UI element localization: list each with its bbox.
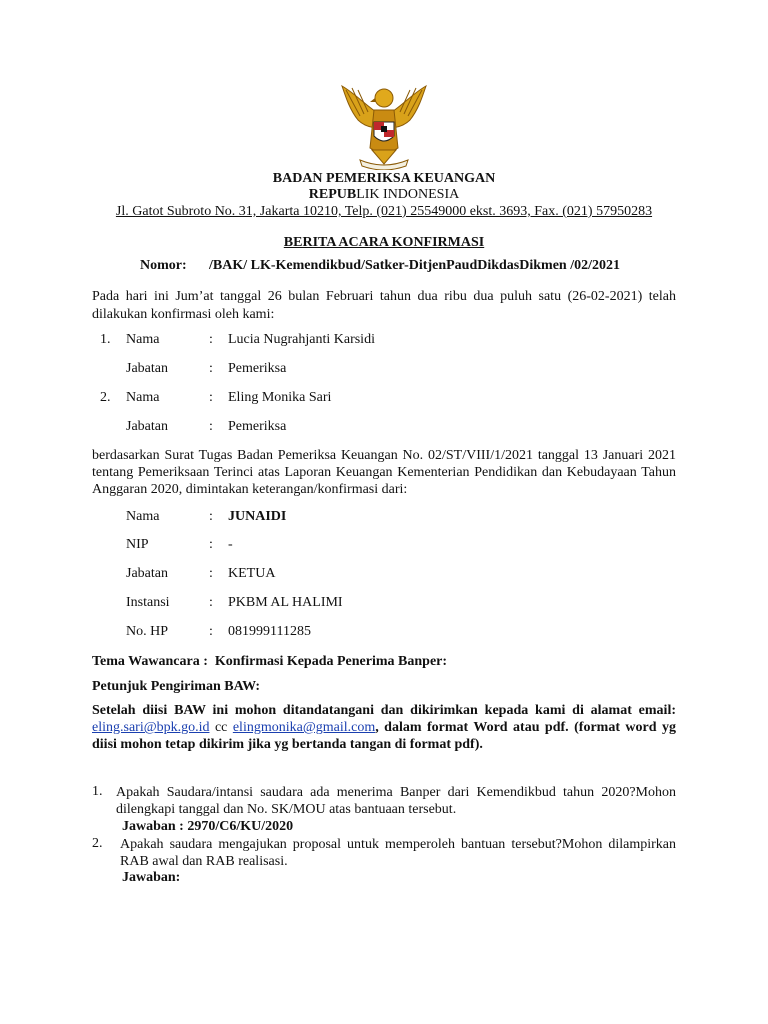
colon: : [209,509,213,524]
examiner-1-name: Lucia Nugrahjanti Karsidi [228,332,375,347]
email-link-bpk[interactable]: eling.sari@bpk.go.id [92,720,210,735]
examiner-2-number: 2. [100,390,111,405]
respondent-value-nama: JUNAIDI [228,509,287,524]
intro-paragraph: Pada hari ini Jum’at tanggal 26 bulan Februari tahun dua ribu dua puluh satu (26-02-2021) telah dilakukan konfirmasi oleh kami: [92,289,676,322]
document-title: BERITA ACARA KONFIRMASI [283,235,485,250]
instructions-before: Setelah diisi BAW ini mohon ditandatangani dan dikirimkan kepada kami di alamat email: [92,703,676,718]
respondent-value-hp: 081999111285 [228,624,311,639]
basis-paragraph: berdasarkan Surat Tugas Badan Pemeriksa Keuangan No. 02/ST/VIII/1/2021 tanggal 13 Januari 2021 tentang Pemeriksaan Terinci atas Laporan Keuangan Kementerian Pendidikan dan Kebudayaan Tahun Anggaran 2020, dimintakan keterangan/konfirmasi dari: [92,448,676,497]
cc-text: cc [214,720,228,735]
question-2-number: 2. [92,836,103,851]
respondent-label-instansi: Instansi [126,595,170,610]
examiner-1-number: 1. [100,332,111,347]
question-1-text: Apakah Saudara/intansi saudara ada menerima Banper dari Kemendikbud tahun 2020?Mohon dilengkapi tanggal dan No. SK/MOU atas bantuaan tersebut. [116,785,676,817]
colon: : [209,419,213,434]
examiner-2-role: Pemeriksa [228,419,287,434]
tema-label: Tema Wawancara : [92,654,208,669]
examiner-2-role-label: Jabatan [126,419,168,434]
colon: : [209,595,213,610]
garuda-emblem-icon [336,76,432,170]
colon: : [209,566,213,581]
examiner-1-role-label: Jabatan [126,361,168,376]
respondent-label-nama: Nama [126,509,160,524]
nomor-value: /BAK/ LK-Kemendikbud/Satker-DitjenPaudDikdasDikmen /02/2021 [209,258,620,273]
republic-line [0,187,768,203]
agency-name: BADAN PEMERIKSA KEUANGAN [272,171,496,186]
respondent-label-nip: NIP [126,537,149,552]
email-link-gmail[interactable]: elingmonika@gmail.com [232,720,376,735]
colon: : [209,537,213,552]
instructions-paragraph [92,702,676,753]
question-2-text: Apakah saudara mengajukan proposal untuk memperoleh bantuan tersebut?Mohon dilampirkan RAB awal dan RAB realisasi. [120,837,676,869]
question-1-number: 1. [92,784,103,799]
colon: : [209,624,213,639]
examiner-2-name: Eling Monika Sari [228,390,332,405]
colon: : [209,361,213,376]
nomor-label: Nomor: [140,258,187,273]
examiner-1-role: Pemeriksa [228,361,287,376]
agency-address: Jl. Gatot Subroto No. 31, Jakarta 10210, Telp. (021) 25549000 ekst. 3693, Fax. (021) 57950283 [115,204,653,219]
republic-bold: REPUB [308,187,357,202]
respondent-label-jabatan: Jabatan [126,566,168,581]
examiner-1-name-label: Nama [126,332,160,347]
instructions-after: , dalam format Word atau pdf. (format word yg diisi mohon tetap dikirim jika yg bertanda tangan di format pdf). [92,720,676,752]
question-1-answer: Jawaban : 2970/C6/KU/2020 [122,819,294,834]
respondent-value-instansi: PKBM AL HALIMI [228,595,343,610]
republic-rest: LIK INDONESIA [356,187,460,202]
respondent-value-nip: - [228,537,233,552]
colon: : [209,390,213,405]
tema-line [92,654,447,670]
tema-value: Konfirmasi Kepada Penerima Banper: [214,654,448,669]
examiner-2-name-label: Nama [126,390,160,405]
question-2-answer: Jawaban: [122,870,181,885]
petunjuk-title: Petunjuk Pengiriman BAW: [92,679,261,694]
respondent-label-hp: No. HP [126,624,169,639]
respondent-value-jabatan: KETUA [228,566,276,581]
colon: : [209,332,213,347]
